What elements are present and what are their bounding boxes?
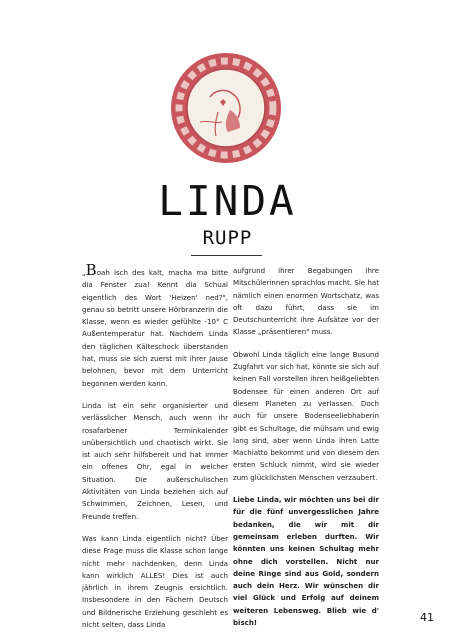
article-left-column — [82, 261, 228, 641]
title-divider — [191, 255, 262, 256]
person-last-name: RUPP — [202, 227, 253, 249]
paragraph: Was kann Linda eigentlich nicht? Über diese Frage muss die Klasse schon lange nicht mehr nachdenken, denn Linda kann wirklich ALLES! Dies ist auch jährlich in ihrem Zeugnis ersichtlich. Insbesondere in den Fächern Deutsch und Bildnerische Erziehung geschieht es nicht selten, dass Linda — [82, 533, 228, 630]
paragraph: aufgrund ihrer Begabungen ihre Mitschülerinnen sprachlos macht. Sie hat nämlich einen enormen Wortschatz, was oft dazu führt, dass sie im Deutschunterricht ihre Aufsätze vor der Klasse „präsentieren" muss. — [233, 266, 379, 337]
paragraph-text: oah isch des kalt, macha ma bitte dia Fenster zua! Kennt dia Schual eigentlich des Wort 'Heizen' ned?", genau so betritt unsere Hörbranzerin die Klasse, wenn es wieder gefühlte -10° C Außentemperatur hat. Nachdem Linda den täglichen Kälteschock überstanden hat, muss sie sich zuerst mit ihrer Jause belohnen, bevor mit dem Unterricht begonnen werden kann. — [82, 268, 228, 388]
portrait-badge — [170, 52, 282, 164]
paragraph: Linda ist ein sehr organisierter und verlässlicher Mensch, auch wenn ihr rosafarbener Terminkalender unübersichtlich und chaotisch wirkt. Sie ist auch sehr hilfsbereit und hat immer ein offenes Ohr, egal in welcher Situation. Die außerschulischen Aktivitäten von Linda beziehen sich auf Schwimmen, Zeichnen, Lesen, und Freunde treffen. — [82, 400, 228, 521]
article-right-column — [233, 265, 379, 639]
person-first-name: LINDA — [158, 177, 297, 225]
paragraph — [82, 261, 228, 390]
drop-cap: B — [85, 261, 97, 279]
page-number: 41 — [420, 611, 434, 624]
closing-paragraph: Liebe Linda, wir möchten uns bei dir für die fünf unvergesslichen Jahre bedanken, die wir mit dir gemeinsam erleben durften. Wir könnten uns keinen Schultag mehr ohne dich vorstellen. Nicht nur deine Ringe sind aus Gold, sondern auch dein Herz. Wir wünschen dir viel Glück und Erfolg auf deinem weiteren Lebensweg. Blieb wie d' bisch! — [233, 495, 379, 628]
opening-quote: „ — [82, 268, 86, 277]
portrait-illustration-icon — [170, 52, 282, 164]
paragraph: Obwohl Linda täglich eine lange Busund Zugfahrt vor sich hat, könnte sie sich auf keinen Fall vorstellen ihren heißgeliebten Bodensee für einen anderen Ort auf diesem Planeten zu verlassen. Doch auch für unsere Bodenseeliebhaberin gibt es Schultage, die mühsam und ewig lang sind, aber wenn Linda ihren Latte Machiatto bekommt und von diesem den ersten Schluck nimmt, wird sie wieder zum glücklichsten Menschen verzaubert. — [233, 349, 379, 482]
